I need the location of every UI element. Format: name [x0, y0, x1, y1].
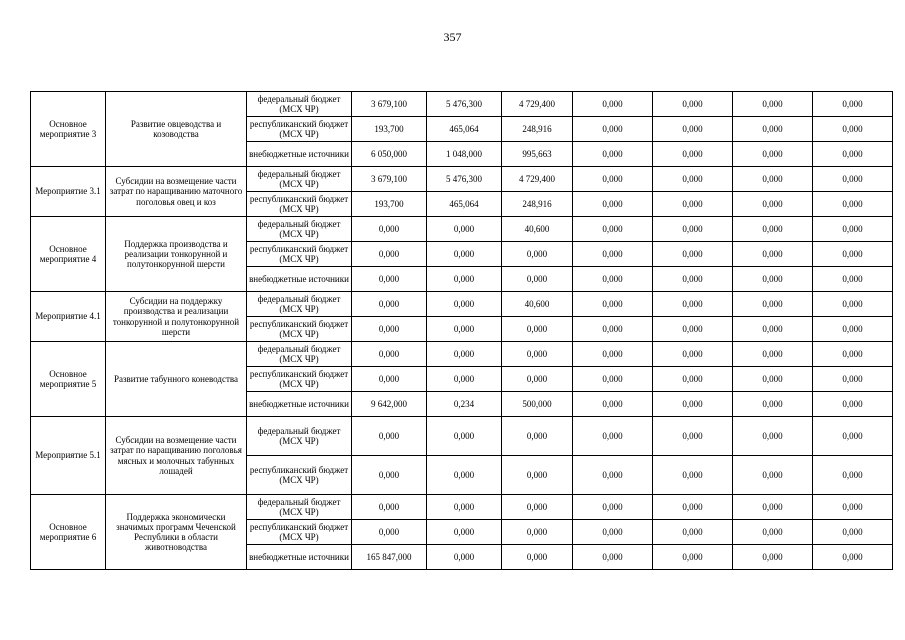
- value-cell: 0,000: [733, 217, 813, 242]
- page-number: 357: [443, 30, 462, 44]
- value-cell: 0,000: [502, 367, 573, 392]
- value-cell: 0,000: [573, 545, 653, 570]
- value-cell: 0,000: [573, 242, 653, 267]
- value-cell: 0,000: [733, 392, 813, 417]
- value-cell: 0,000: [733, 367, 813, 392]
- value-cell: 0,000: [502, 242, 573, 267]
- value-cell: 193,700: [352, 192, 427, 217]
- measure-name-cell: Субсидии на поддержку производства и реализации тонкорунной и полутонкорунной шерсти: [106, 292, 247, 342]
- value-cell: 0,000: [733, 417, 813, 456]
- funding-source-cell: внебюджетные источники: [247, 545, 352, 570]
- value-cell: 5 476,300: [427, 92, 502, 117]
- value-cell: 0,000: [813, 545, 893, 570]
- value-cell: 193,700: [352, 117, 427, 142]
- funding-source-cell: республиканский бюджет (МСХ ЧР): [247, 456, 352, 495]
- value-cell: 0,000: [427, 520, 502, 545]
- value-cell: 40,600: [502, 217, 573, 242]
- budget-table: [30, 91, 893, 570]
- value-cell: 0,000: [352, 217, 427, 242]
- value-cell: 0,000: [653, 545, 733, 570]
- value-cell: 0,000: [653, 117, 733, 142]
- value-cell: 0,000: [427, 495, 502, 520]
- value-cell: 0,000: [653, 192, 733, 217]
- value-cell: 0,000: [653, 367, 733, 392]
- value-cell: 0,000: [573, 117, 653, 142]
- value-cell: 0,000: [573, 292, 653, 317]
- value-cell: 165 847,000: [352, 545, 427, 570]
- value-cell: 0,000: [813, 117, 893, 142]
- table-row: [31, 217, 893, 242]
- table-row: [31, 342, 893, 367]
- value-cell: 0,000: [352, 267, 427, 292]
- value-cell: 0,000: [427, 417, 502, 456]
- value-cell: 0,000: [733, 117, 813, 142]
- funding-source-cell: внебюджетные источники: [247, 142, 352, 167]
- value-cell: 0,000: [352, 495, 427, 520]
- value-cell: 3 679,100: [352, 92, 427, 117]
- event-cell: Основное мероприятие 5: [31, 342, 106, 417]
- funding-source-cell: федеральный бюджет (МСХ ЧР): [247, 292, 352, 317]
- value-cell: 0,000: [352, 317, 427, 342]
- measure-name-cell: Субсидии на возмещение части затрат по наращиванию поголовья мясных и молочных табунных лошадей: [106, 417, 247, 495]
- measure-name-cell: Поддержка экономически значимых программ Чеченской Республики в области животноводства: [106, 495, 247, 570]
- measure-name-cell: Развитие табунного коневодства: [106, 342, 247, 417]
- value-cell: 0,000: [573, 520, 653, 545]
- value-cell: 0,000: [573, 417, 653, 456]
- value-cell: 0,000: [427, 242, 502, 267]
- funding-source-cell: федеральный бюджет (МСХ ЧР): [247, 217, 352, 242]
- value-cell: 0,000: [813, 267, 893, 292]
- event-cell: Основное мероприятие 6: [31, 495, 106, 570]
- value-cell: 0,000: [813, 495, 893, 520]
- value-cell: 0,000: [427, 342, 502, 367]
- event-cell: Мероприятие 4.1: [31, 292, 106, 342]
- value-cell: 0,000: [573, 317, 653, 342]
- value-cell: 0,000: [502, 520, 573, 545]
- value-cell: 0,000: [573, 217, 653, 242]
- value-cell: 0,000: [653, 92, 733, 117]
- value-cell: 0,000: [813, 456, 893, 495]
- value-cell: 0,000: [427, 267, 502, 292]
- value-cell: 0,000: [813, 367, 893, 392]
- value-cell: 0,000: [733, 456, 813, 495]
- value-cell: 0,000: [502, 342, 573, 367]
- value-cell: 465,064: [427, 192, 502, 217]
- value-cell: 995,663: [502, 142, 573, 167]
- measure-name-cell: Развитие овцеводства и козоводства: [106, 92, 247, 167]
- value-cell: 0,000: [502, 456, 573, 495]
- value-cell: 0,000: [733, 342, 813, 367]
- table-row: [31, 292, 893, 317]
- value-cell: 0,000: [813, 392, 893, 417]
- value-cell: 0,000: [573, 167, 653, 192]
- value-cell: 0,000: [813, 142, 893, 167]
- value-cell: 0,000: [352, 367, 427, 392]
- value-cell: 0,000: [352, 520, 427, 545]
- funding-source-cell: федеральный бюджет (МСХ ЧР): [247, 167, 352, 192]
- event-cell: Основное мероприятие 3: [31, 92, 106, 167]
- value-cell: 0,000: [427, 456, 502, 495]
- value-cell: 0,000: [653, 342, 733, 367]
- value-cell: 0,000: [427, 217, 502, 242]
- funding-source-cell: республиканский бюджет (МСХ ЧР): [247, 367, 352, 392]
- value-cell: 0,000: [813, 417, 893, 456]
- value-cell: 0,000: [573, 92, 653, 117]
- measure-name-cell: Поддержка производства и реализации тонкорунной и полутонкорунной шерсти: [106, 217, 247, 292]
- value-cell: 0,000: [733, 267, 813, 292]
- value-cell: 0,000: [427, 317, 502, 342]
- value-cell: 0,000: [733, 167, 813, 192]
- value-cell: 0,000: [653, 317, 733, 342]
- value-cell: 0,000: [733, 545, 813, 570]
- value-cell: 0,000: [573, 267, 653, 292]
- value-cell: 0,000: [653, 292, 733, 317]
- funding-source-cell: республиканский бюджет (МСХ ЧР): [247, 192, 352, 217]
- funding-source-cell: федеральный бюджет (МСХ ЧР): [247, 342, 352, 367]
- value-cell: 0,000: [733, 495, 813, 520]
- value-cell: 1 048,000: [427, 142, 502, 167]
- measure-name-cell: Субсидии на возмещение части затрат по наращиванию маточного поголовья овец и коз: [106, 167, 247, 217]
- value-cell: 0,000: [573, 192, 653, 217]
- value-cell: 0,000: [427, 367, 502, 392]
- value-cell: 0,000: [352, 456, 427, 495]
- event-cell: Мероприятие 5.1: [31, 417, 106, 495]
- funding-source-cell: федеральный бюджет (МСХ ЧР): [247, 92, 352, 117]
- value-cell: 0,000: [502, 545, 573, 570]
- value-cell: 0,000: [573, 142, 653, 167]
- value-cell: 5 476,300: [427, 167, 502, 192]
- value-cell: 0,000: [653, 392, 733, 417]
- funding-source-cell: республиканский бюджет (МСХ ЧР): [247, 317, 352, 342]
- value-cell: 0,000: [733, 142, 813, 167]
- value-cell: 248,916: [502, 192, 573, 217]
- value-cell: 0,000: [653, 242, 733, 267]
- value-cell: 0,000: [573, 392, 653, 417]
- event-cell: Мероприятие 3.1: [31, 167, 106, 217]
- value-cell: 500,000: [502, 392, 573, 417]
- value-cell: 9 642,000: [352, 392, 427, 417]
- value-cell: 40,600: [502, 292, 573, 317]
- value-cell: 0,000: [653, 417, 733, 456]
- value-cell: 0,000: [813, 342, 893, 367]
- value-cell: 6 050,000: [352, 142, 427, 167]
- value-cell: 0,000: [502, 417, 573, 456]
- value-cell: 4 729,400: [502, 167, 573, 192]
- funding-source-cell: республиканский бюджет (МСХ ЧР): [247, 117, 352, 142]
- funding-source-cell: республиканский бюджет (МСХ ЧР): [247, 242, 352, 267]
- value-cell: 0,000: [352, 292, 427, 317]
- table-row: [31, 92, 893, 117]
- value-cell: 0,000: [813, 217, 893, 242]
- value-cell: 0,000: [653, 495, 733, 520]
- value-cell: 0,000: [653, 142, 733, 167]
- value-cell: 4 729,400: [502, 92, 573, 117]
- table-body: [31, 92, 893, 570]
- value-cell: 0,000: [813, 520, 893, 545]
- funding-source-cell: внебюджетные источники: [247, 267, 352, 292]
- funding-source-cell: внебюджетные источники: [247, 392, 352, 417]
- value-cell: 0,000: [733, 92, 813, 117]
- value-cell: 0,000: [813, 167, 893, 192]
- value-cell: 0,000: [813, 192, 893, 217]
- funding-source-cell: федеральный бюджет (МСХ ЧР): [247, 417, 352, 456]
- value-cell: 0,000: [733, 242, 813, 267]
- value-cell: 465,064: [427, 117, 502, 142]
- value-cell: 0,000: [573, 495, 653, 520]
- table-row: [31, 495, 893, 520]
- value-cell: 0,000: [733, 292, 813, 317]
- value-cell: 0,000: [573, 367, 653, 392]
- value-cell: 0,000: [502, 317, 573, 342]
- value-cell: 0,000: [813, 317, 893, 342]
- value-cell: 0,000: [573, 456, 653, 495]
- value-cell: 0,000: [733, 192, 813, 217]
- value-cell: 0,234: [427, 392, 502, 417]
- value-cell: 0,000: [653, 520, 733, 545]
- value-cell: 0,000: [427, 292, 502, 317]
- value-cell: 0,000: [502, 267, 573, 292]
- funding-source-cell: республиканский бюджет (МСХ ЧР): [247, 520, 352, 545]
- value-cell: 0,000: [733, 520, 813, 545]
- value-cell: 0,000: [813, 242, 893, 267]
- value-cell: 0,000: [653, 267, 733, 292]
- value-cell: 0,000: [352, 242, 427, 267]
- value-cell: 0,000: [813, 92, 893, 117]
- value-cell: 0,000: [352, 342, 427, 367]
- value-cell: 0,000: [813, 292, 893, 317]
- value-cell: 0,000: [573, 342, 653, 367]
- value-cell: 3 679,100: [352, 167, 427, 192]
- value-cell: 0,000: [733, 317, 813, 342]
- value-cell: 0,000: [653, 167, 733, 192]
- value-cell: 0,000: [653, 456, 733, 495]
- event-cell: Основное мероприятие 4: [31, 217, 106, 292]
- table-row: [31, 167, 893, 192]
- value-cell: 0,000: [352, 417, 427, 456]
- value-cell: 248,916: [502, 117, 573, 142]
- table-row: [31, 417, 893, 456]
- value-cell: 0,000: [653, 217, 733, 242]
- value-cell: 0,000: [427, 545, 502, 570]
- value-cell: 0,000: [502, 495, 573, 520]
- funding-source-cell: федеральный бюджет (МСХ ЧР): [247, 495, 352, 520]
